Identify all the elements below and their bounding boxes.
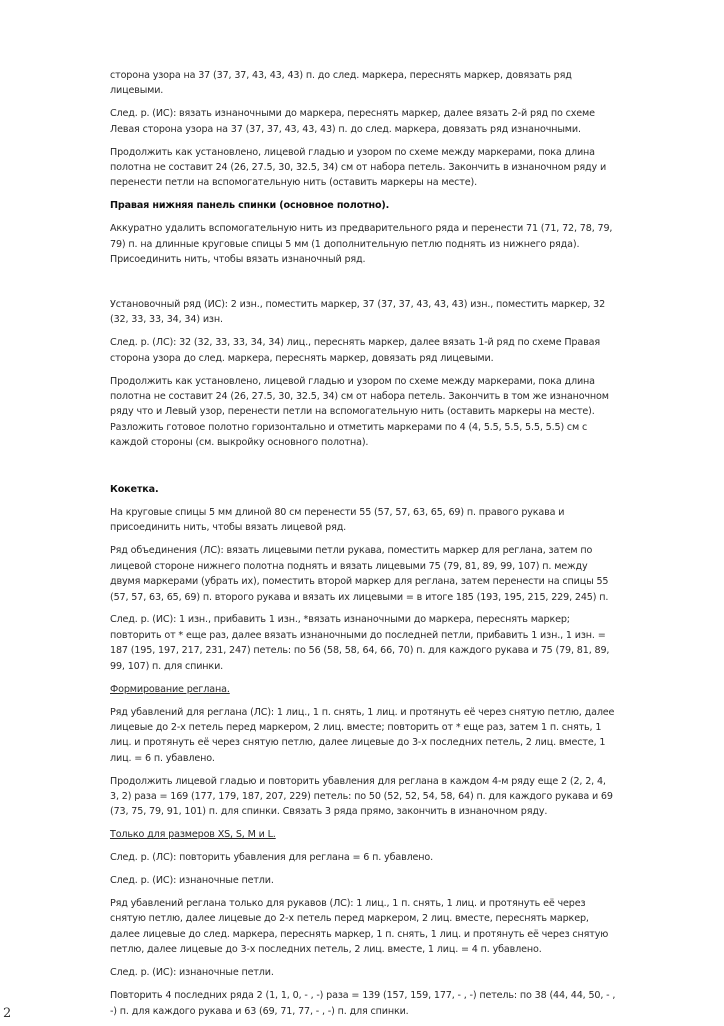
spacer <box>110 275 616 297</box>
subheading-underlined: Формирование реглана. <box>110 683 230 695</box>
paragraph: сторона узора на 37 (37, 37, 43, 43, 43) п. до след. маркера, переснять маркер, довязать ряд лицевыми. <box>110 70 572 97</box>
paragraph: След. р. (ИС): изнаночные петли. <box>110 875 274 887</box>
paragraph: Ряд убавлений для реглана (ЛС): 1 лиц., 1 п. снять, 1 лиц. и протянуть её через снятую петлю, далее лицевые до 2-х петель перед маркером, 2 лиц. вместе; повторить от * еще раз, затем 1 п. снять, 1 лиц. и протянуть её через снятую петлю, далее лицевые до 3-х последних петель, 2 лиц. вместе, 1 лиц. = 6 п. убавлено. <box>110 706 615 764</box>
paragraph: Аккуратно удалить вспомогательную нить из предварительного ряда и перенести 71 (71, 72, 78, 79, 79) п. на длинные круговые спицы 5 мм (1 дополнительную петлю поднять из нижнего ряда). Присоединить нить, чтобы вязать изнаночный ряд. <box>110 223 613 266</box>
paragraph: След. р. (ЛС): повторить убавления для реглана = 6 п. убавлено. <box>110 852 434 864</box>
page-number: 2 <box>3 1006 12 1021</box>
paragraph: На круговые спицы 5 мм длиной 80 см перенести 55 (57, 57, 63, 65, 69) п. правого рукава и присоединить нить, чтобы вязать лицевой ряд. <box>110 507 565 534</box>
paragraph: Повторить 4 последних ряда 2 (1, 1, 0, - , -) раза = 139 (157, 159, 177, - , -) петель: по 38 (44, 44, 50, - , -) п. для каждого рукава и 63 (69, 71, 77, - , -) п. для спинки. <box>110 990 616 1017</box>
spacer <box>110 458 616 482</box>
paragraph: Продолжить как установлено, лицевой гладью и узором по схеме между маркерами, пока длина полотна не составит 24 (26, 27.5, 30, 32.5, 34) см от набора петель. Закончить в том же изнаночном ряду что и Левый узор, перенести петли на вспомогательную нить (оставить маркеры на месте). Разложить готовое полотно горизонтально и отметить маркерами по 4 (4, 5.5, 5.5, 5.5, 5.5) см с каждой стороны (см. выкройку основного полотна). <box>110 375 609 449</box>
section-heading: Правая нижняя панель спинки (основное полотно). <box>110 200 390 212</box>
document-body <box>110 68 616 1026</box>
paragraph: Продолжить лицевой гладью и повторить убавления для реглана в каждом 4-м ряду еще 2 (2, 2, 4, 3, 2) раза = 169 (177, 179, 187, 207, 229) петель: по 50 (52, 52, 54, 58, 64) п. для каждого рукава и 69 (73, 75, 79, 91, 101) п. для спинки. Связать 3 ряда прямо, закончить в изнаночном ряду. <box>110 775 613 818</box>
paragraph: Ряд убавлений реглана только для рукавов (ЛС): 1 лиц., 1 п. снять, 1 лиц. и протянуть её через снятую петлю, далее лицевые до 2-х петель перед маркером, 2 лиц. вместе, переснять маркер, далее лицевые до след. маркера, переснять маркер, 1 п. снять, 1 лиц. и протянуть её через снятую петлю, далее лицевые до 3-х последних петель, 2 лиц. вместе, 1 лиц. = 4 п. убавлено. <box>110 898 609 956</box>
paragraph: След. р. (ИС): 1 изн., прибавить 1 изн., *вязать изнаночными до маркера, переснять маркер; повторить от * еще раз, далее вязать изнаночными до последней петли, прибавить 1 изн., 1 изн. = 187 (195, 197, 217, 231, 247) петель: по 56 (58, 58, 64, 66, 70) п. для каждого рукава и 75 (79, 81, 89, 99, 107) п. для спинки. <box>110 614 610 672</box>
paragraph: След. р. (ИС): изнаночные петли. <box>110 967 274 979</box>
section-heading: Кокетка. <box>110 484 159 496</box>
paragraph: Установочный ряд (ИС): 2 изн., поместить маркер, 37 (37, 37, 43, 43, 43) изн., поместить маркер, 32 (32, 33, 33, 34, 34) изн. <box>110 298 606 326</box>
paragraph: Продолжить как установлено, лицевой гладью и узором по схеме между маркерами, пока длина полотна не составит 24 (26, 27.5, 30, 32.5, 34) см от набора петель. Закончить в изнаночном ряду и перенести петли на вспомогательную нить (оставить маркеры на месте). <box>110 146 607 189</box>
subheading-underlined: Только для размеров XS, S, M и L. <box>110 829 276 841</box>
paragraph: След. р. (ИС): вязать изнаночными до маркера, переснять маркер, далее вязать 2-й ряд по схеме Левая сторона узора на 37 (37, 37, 43, 43, 43) п. до след. маркера, довязать ряд изнаночными. <box>110 108 595 135</box>
paragraph: Ряд объединения (ЛС): вязать лицевыми петли рукава, поместить маркер для реглана, затем по лицевой стороне нижнего полотна поднять и вязать лицевыми 75 (79, 81, 89, 99, 107) п. между двумя маркерами (убрать их), поместить второй маркер для реглана, затем перенести на спицы 55 (57, 57, 63, 65, 69) п. второго рукава и вязать их лицевыми = в итоге 185 (193, 195, 215, 229, 245) п. <box>110 545 609 603</box>
paragraph: След. р. (ЛС): 32 (32, 33, 33, 34, 34) лиц., переснять маркер, далее вязать 1-й ряд по схеме Правая сторона узора до след. маркера, переснять маркер, довязать ряд лицевыми. <box>110 337 600 364</box>
